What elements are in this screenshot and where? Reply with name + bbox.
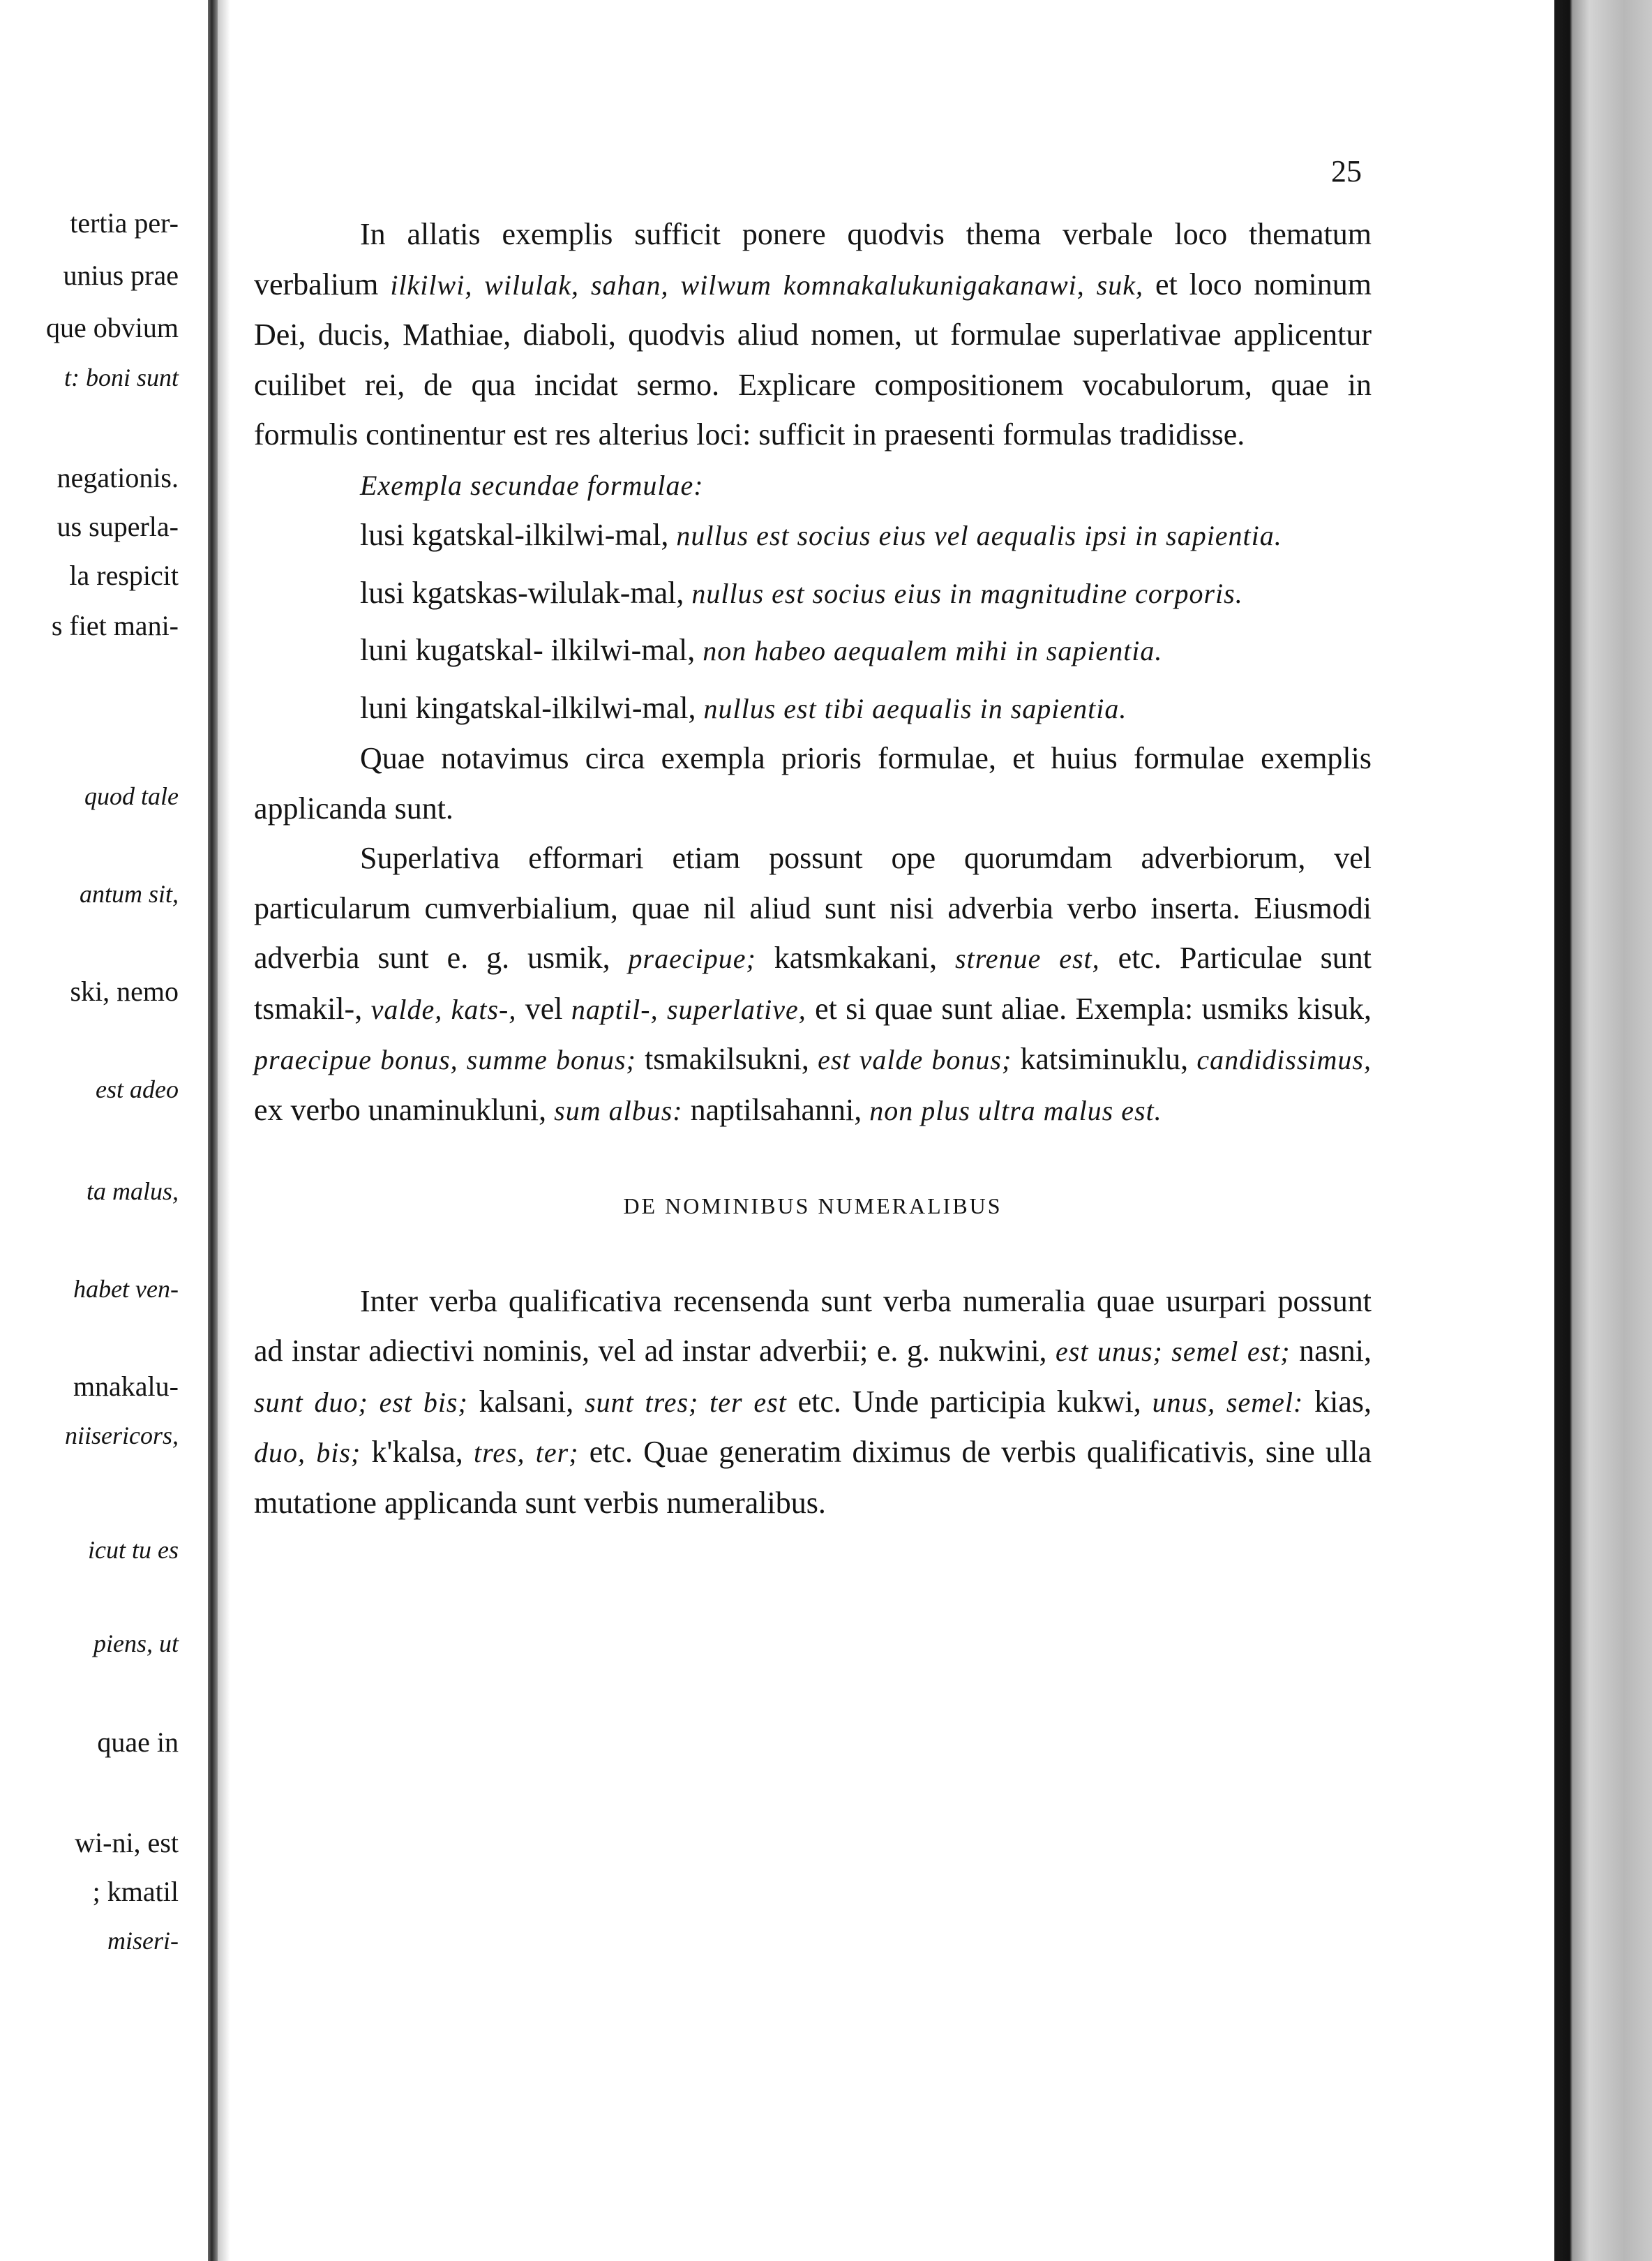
text-run: kalsani, [467, 1384, 585, 1419]
left-line: habet ven- [73, 1275, 179, 1303]
italic-run: superlative, [666, 993, 806, 1025]
left-line: t: boni sunt [63, 364, 179, 391]
left-line: piens, ut [93, 1629, 179, 1657]
italic-run: candidissimus, [1196, 1044, 1372, 1075]
left-line: unius prae [63, 260, 179, 291]
italic-run: nullus est socius eius in magnitudine corporis. [691, 577, 1243, 609]
italic-run: Exempla secundae formulae: [360, 469, 704, 501]
italic-run: non habeo aequalem mihi in sapientia. [703, 635, 1163, 666]
text-run: Quae notavimus circa exempla prioris formulae, et huius formulae exemplis applicanda sunt. [254, 741, 1372, 826]
left-line: icut tu es [88, 1536, 179, 1564]
italic-run: tres, ter; [474, 1437, 579, 1468]
gutter-shadow [218, 0, 230, 2261]
left-line: mnakalu- [73, 1371, 179, 1402]
left-line: ta malus, [86, 1177, 179, 1205]
left-line: quae in [97, 1726, 179, 1758]
text-run: luni kingatskal-ilkilwi-mal, [360, 690, 704, 725]
text-run: katsmkakani, [756, 941, 956, 975]
italic-run: unus, semel: [1152, 1386, 1304, 1418]
italic-run: ilkilwi, wilulak, sahan, wilwum komnakalukunigakanawi, suk, [390, 269, 1144, 301]
text-run: lusi kgatskal-ilkilwi-mal, [360, 518, 677, 552]
text-run: lusi kgatskas-wilulak-mal, [360, 575, 692, 610]
left-line: ski, nemo [70, 976, 179, 1007]
text-run: etc. Particulae sunt tsmakil-, [254, 941, 1372, 1026]
italic-run: valde, [370, 993, 443, 1025]
example-line [254, 625, 1372, 676]
italic-run: est unus; semel est; [1056, 1336, 1291, 1367]
section-heading: DE NOMINIBUS NUMERALIBUS [623, 1193, 1003, 1218]
text-run: luni kugatskal- ilkilwi-mal, [360, 633, 703, 667]
example-line [254, 683, 1372, 734]
paragraph [254, 209, 1372, 460]
left-line: s fiet mani- [51, 610, 179, 641]
left-line: quod tale [84, 782, 179, 810]
italic-run: nullus est socius eius vel aequalis ipsi in sapientia. [676, 520, 1282, 551]
text-run [442, 992, 451, 1026]
left-line: miseri- [107, 1927, 179, 1955]
left-line: us superla- [57, 511, 179, 542]
text-run: etc. Quae generatim diximus de verbis qualificativis, sine ulla mutatione applicanda sunt verbis numeralibus. [254, 1435, 1372, 1520]
left-line: est adeo [96, 1075, 179, 1103]
example-line [254, 568, 1372, 619]
book-gutter [208, 0, 218, 2261]
page-number: 25 [1331, 154, 1362, 188]
paragraph [254, 833, 1372, 1135]
text-run: ex verbo unaminukluni, [254, 1092, 555, 1127]
main-text-block [254, 209, 1372, 1528]
left-line: niisericors, [64, 1421, 179, 1449]
text-run: et si quae sunt aliae. Exempla: usmiks kisuk, [806, 991, 1372, 1026]
italic-run: kats-, [451, 993, 517, 1025]
left-line: tertia per- [70, 207, 179, 239]
text-run: nasni, [1290, 1334, 1372, 1368]
paragraph [254, 1276, 1372, 1528]
left-page-fragment [0, 0, 206, 2261]
italic-run: sunt duo; est bis; [254, 1386, 468, 1418]
example-line [254, 510, 1372, 561]
text-run: vel [516, 991, 571, 1026]
text-run: etc. Unde participia kukwi, [786, 1384, 1152, 1419]
left-line: que obvium [46, 312, 179, 343]
text-run: Superlativa efformari etiam possunt ope quorumdam adverbiorum, vel particularum cumverbialium, quae nil aliud sunt nisi adverbia verbo inserta. Eiusmodi adverbia sunt e. g. usmik, [254, 841, 1372, 975]
italic-run: nullus est tibi aequalis in sapientia. [703, 692, 1127, 724]
example-heading [254, 460, 1372, 511]
text-run [659, 992, 667, 1026]
italic-run: non plus ultra malus est. [869, 1094, 1162, 1126]
left-line: antum sit, [79, 880, 179, 908]
text-run: kias, [1303, 1384, 1372, 1419]
italic-run: praecipue bonus, summe bonus; [254, 1044, 636, 1075]
italic-run: duo, bis; [254, 1437, 361, 1468]
text-run: katsiminuklu, [1012, 1042, 1197, 1076]
left-line: negationis. [57, 462, 179, 493]
page-edge-shadow [1554, 0, 1652, 2261]
italic-run: strenue est, [955, 943, 1100, 974]
italic-run: naptil-, [571, 993, 659, 1025]
italic-run: est valde bonus; [818, 1044, 1012, 1075]
text-run: naptilsahanni, [682, 1092, 870, 1127]
paragraph [254, 733, 1372, 833]
left-line: ; kmatil [92, 1876, 179, 1907]
text-run: k'kalsa, [361, 1435, 474, 1469]
text-run: In allatis exemplis sufficit ponere quodvis thema verbale loco thematum verbalium [254, 217, 1372, 301]
left-line: wi-ni, est [75, 1827, 179, 1858]
text-run: et loco nominum Dei, ducis, Mathiae, diaboli, quodvis aliud nomen, ut formulae superlativae applicentur cuilibet rei, de qua incidat sermo. Explicare compositionem vocabulorum, quae in formulis continentur est res alterius loci: sufficit in praesenti formulas tradidisse. [254, 267, 1372, 452]
text-run: tsmakilsukni, [636, 1042, 818, 1076]
left-line: la respicit [69, 560, 179, 591]
italic-run: sum albus: [554, 1094, 683, 1126]
italic-run: praecipue; [628, 943, 756, 974]
italic-run: sunt tres; ter est [585, 1386, 787, 1418]
text-run: Inter verba qualificativa recensenda sunt verba numeralia quae usurpari possunt ad instar adiectivi nominis, vel ad instar adverbii; e. g. nukwini, [254, 1283, 1372, 1368]
